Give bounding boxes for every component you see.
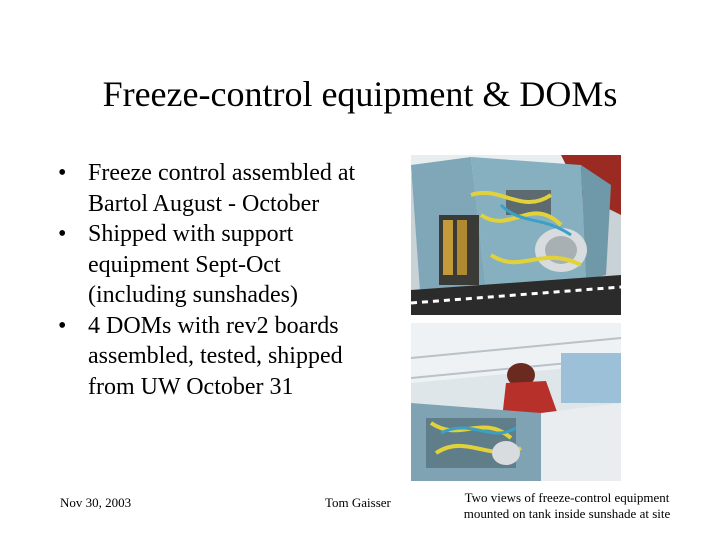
sunshade-site-photo — [411, 323, 621, 481]
bullet-item — [58, 311, 358, 403]
photo-caption — [432, 490, 702, 522]
bullet-list — [58, 158, 358, 402]
caption-line: mounted on tank inside sunshade at site — [463, 506, 671, 521]
bullet-text: Shipped with support equipment Sept-Oct (including sunshades) — [88, 221, 298, 308]
bullet-text: 4 DOMs with rev2 boards assembled, tested, shipped from UW October 31 — [88, 312, 343, 400]
bullet-item — [58, 158, 358, 219]
freeze-control-box-photo — [411, 155, 621, 315]
footer-author: Tom Gaisser — [325, 495, 391, 510]
footer-date: Nov 30, 2003 — [60, 495, 132, 510]
slide-title: Freeze-control equipment & DOMs — [102, 74, 618, 114]
bullet-dot: • — [58, 221, 67, 247]
bullet-item — [58, 219, 358, 311]
bullet-dot: • — [58, 312, 67, 339]
bullet-text: Freeze control assembled at Bartol August - October — [88, 160, 356, 217]
caption-line: Two views of freeze-control equipment — [464, 490, 670, 505]
bullet-dot: • — [58, 160, 67, 186]
